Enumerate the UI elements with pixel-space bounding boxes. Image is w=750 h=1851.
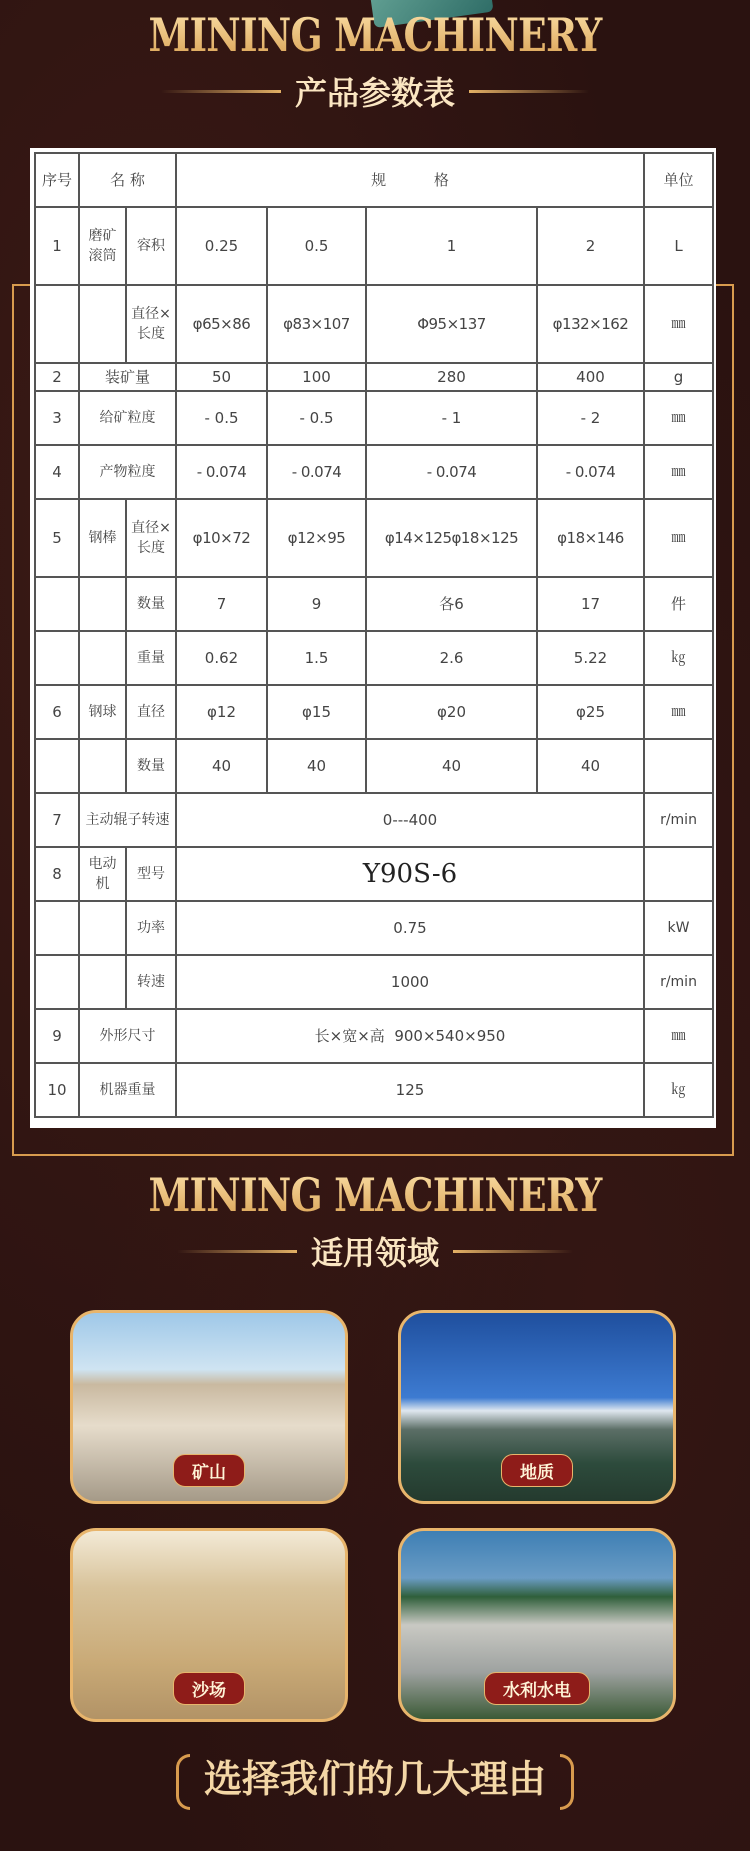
cell-value: 0.25 (176, 207, 267, 285)
field-label: 水利水电 (484, 1672, 590, 1705)
cell-value: 5.22 (537, 631, 644, 685)
cell-no (35, 739, 79, 793)
cell-value: 2 (537, 207, 644, 285)
cell-name: 给矿粒度 (79, 391, 176, 445)
field-photo-mine[interactable] (70, 1310, 348, 1504)
field-photo-hydropower[interactable] (398, 1528, 676, 1722)
cell-value: 7 (176, 577, 267, 631)
header-no: 序号 (35, 153, 79, 207)
table-header-row (35, 153, 713, 207)
cell-no: 4 (35, 445, 79, 499)
table-row (35, 847, 713, 901)
cell-no: 3 (35, 391, 79, 445)
cell-value: - 2 (537, 391, 644, 445)
reasons-header (0, 1748, 750, 1810)
cell-unit: r/min (644, 793, 713, 847)
spec-table (34, 152, 714, 1118)
cell-no: 5 (35, 499, 79, 577)
cell-no: 1 (35, 207, 79, 285)
table-row (35, 955, 713, 1009)
cell-value: φ15 (267, 685, 366, 739)
table-row (35, 793, 713, 847)
cell-unit: ㎜ (644, 1009, 713, 1063)
cell-value: 125 (176, 1063, 644, 1117)
field-photo-sand-yard[interactable] (70, 1528, 348, 1722)
cell-value: 0.5 (267, 207, 366, 285)
cell-no: 8 (35, 847, 79, 901)
cell-no (35, 285, 79, 363)
cell-value: φ83×107 (267, 285, 366, 363)
cell-item: 数量 (126, 739, 176, 793)
table-row (35, 445, 713, 499)
table-row (35, 1009, 713, 1063)
cell-category: 钢球 (79, 685, 126, 739)
cell-unit: ㎜ (644, 285, 713, 363)
cell-value: 17 (537, 577, 644, 631)
field-label: 矿山 (173, 1454, 245, 1487)
cell-category: 钢棒 (79, 499, 126, 577)
cell-item: 转速 (126, 955, 176, 1009)
cell-unit: L (644, 207, 713, 285)
cell-value: φ65×86 (176, 285, 267, 363)
cell-value: φ10×72 (176, 499, 267, 577)
cell-no: 6 (35, 685, 79, 739)
divider-line (469, 90, 589, 93)
cell-category (79, 577, 126, 631)
cell-value: 50 (176, 363, 267, 391)
cell-unit (644, 739, 713, 793)
cell-name: 外形尺寸 (79, 1009, 176, 1063)
cell-unit: ㎜ (644, 499, 713, 577)
cell-unit: ㎜ (644, 445, 713, 499)
bracket-right (560, 1754, 574, 1810)
table-row (35, 577, 713, 631)
cell-value: φ18×146 (537, 499, 644, 577)
cell-item: 容积 (126, 207, 176, 285)
cell-no (35, 955, 79, 1009)
field-label: 地质 (501, 1454, 573, 1487)
cell-unit: ㎏ (644, 1063, 713, 1117)
header-subtitle (0, 68, 750, 114)
cell-value: 280 (366, 363, 537, 391)
cell-category (79, 285, 126, 363)
cell-unit: ㎜ (644, 391, 713, 445)
cell-value: 2.6 (366, 631, 537, 685)
cell-value: - 0.074 (176, 445, 267, 499)
cell-no: 7 (35, 793, 79, 847)
cell-value: 100 (267, 363, 366, 391)
cell-name: 产物粒度 (79, 445, 176, 499)
cell-category: 磨矿滚筒 (79, 207, 126, 285)
cell-unit: ㎜ (644, 685, 713, 739)
cell-no: 10 (35, 1063, 79, 1117)
header-spec: 规 格 (176, 153, 644, 207)
divider-line (177, 1250, 297, 1253)
cell-category: 电动机 (79, 847, 126, 901)
cell-value: - 0.5 (267, 391, 366, 445)
cell-value: - 0.074 (537, 445, 644, 499)
header-name: 名 称 (79, 153, 176, 207)
cell-unit: g (644, 363, 713, 391)
cell-value: 9 (267, 577, 366, 631)
header-title-cn: 产品参数表 (294, 74, 455, 112)
header-title-en: MINING MACHINERY (68, 8, 683, 62)
bracket-left (176, 1754, 190, 1810)
cell-value: - 0.074 (267, 445, 366, 499)
cell-item: 直径×长度 (126, 285, 176, 363)
header-title-en: MINING MACHINERY (68, 1168, 683, 1222)
cell-value: φ20 (366, 685, 537, 739)
cell-unit: ㎏ (644, 631, 713, 685)
cell-value: 0.62 (176, 631, 267, 685)
cell-value: 40 (366, 739, 537, 793)
cell-unit: r/min (644, 955, 713, 1009)
spec-table-container (30, 148, 716, 1128)
cell-value: φ12 (176, 685, 267, 739)
divider-line (453, 1250, 573, 1253)
cell-category (79, 631, 126, 685)
header-subtitle (0, 1228, 750, 1274)
divider-line (161, 90, 281, 93)
cell-no (35, 631, 79, 685)
cell-value: φ14×125φ18×125 (366, 499, 537, 577)
cell-value: 1000 (176, 955, 644, 1009)
cell-value: 各6 (366, 577, 537, 631)
cell-value: φ12×95 (267, 499, 366, 577)
table-row (35, 391, 713, 445)
cell-category (79, 739, 126, 793)
table-row (35, 499, 713, 577)
cell-item: 功率 (126, 901, 176, 955)
cell-value: φ25 (537, 685, 644, 739)
cell-value: φ132×162 (537, 285, 644, 363)
cell-unit: kW (644, 901, 713, 955)
table-row (35, 901, 713, 955)
header-title-cn: 适用领域 (310, 1234, 439, 1272)
cell-value: 40 (176, 739, 267, 793)
cell-value: Φ95×137 (366, 285, 537, 363)
cell-value: 400 (537, 363, 644, 391)
cell-value: 0---400 (176, 793, 644, 847)
cell-category (79, 955, 126, 1009)
cell-value: - 1 (366, 391, 537, 445)
reasons-title: 选择我们的几大理由 (203, 1757, 546, 1801)
table-row (35, 739, 713, 793)
section-header-fields (0, 1168, 750, 1274)
cell-item: 直径×长度 (126, 499, 176, 577)
cell-category (79, 901, 126, 955)
cell-value: - 0.5 (176, 391, 267, 445)
header-unit: 单位 (644, 153, 713, 207)
cell-value: 长×宽×高 900×540×950 (176, 1009, 644, 1063)
field-photo-geology[interactable] (398, 1310, 676, 1504)
cell-name: 机器重量 (79, 1063, 176, 1117)
cell-value: Y90S-6 (176, 847, 644, 901)
cell-no: 2 (35, 363, 79, 391)
cell-unit: 件 (644, 577, 713, 631)
cell-no: 9 (35, 1009, 79, 1063)
cell-item: 数量 (126, 577, 176, 631)
cell-item: 重量 (126, 631, 176, 685)
table-row (35, 685, 713, 739)
table-row (35, 207, 713, 285)
table-row (35, 1063, 713, 1117)
cell-value: - 0.074 (366, 445, 537, 499)
table-row (35, 285, 713, 363)
cell-item: 直径 (126, 685, 176, 739)
cell-name: 主动辊子转速 (79, 793, 176, 847)
cell-no (35, 577, 79, 631)
cell-value: 0.75 (176, 901, 644, 955)
cell-name: 装矿量 (79, 363, 176, 391)
cell-item: 型号 (126, 847, 176, 901)
cell-no (35, 901, 79, 955)
field-label: 沙场 (173, 1672, 245, 1705)
cell-value: 1.5 (267, 631, 366, 685)
table-row (35, 631, 713, 685)
cell-value: 40 (537, 739, 644, 793)
cell-unit (644, 847, 713, 901)
cell-value: 1 (366, 207, 537, 285)
cell-value: 40 (267, 739, 366, 793)
table-row (35, 363, 713, 391)
section-header-params (0, 8, 750, 114)
